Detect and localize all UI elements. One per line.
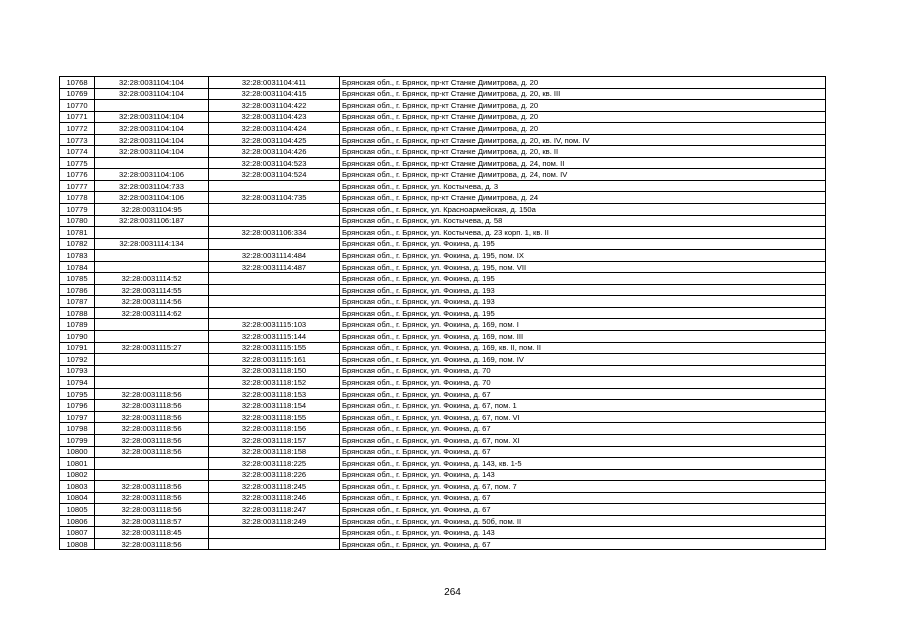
quarter-cadastral-cell [95, 319, 209, 331]
table-row [60, 307, 826, 319]
table-row [60, 88, 826, 100]
row-number-cell: 10797 [60, 411, 95, 423]
table-row [60, 446, 826, 458]
row-number-cell: 10786 [60, 284, 95, 296]
quarter-cadastral-cell: 32:28:0031114:62 [95, 307, 209, 319]
row-number-cell: 10779 [60, 204, 95, 216]
quarter-cadastral-cell [95, 227, 209, 239]
row-number-cell: 10770 [60, 100, 95, 112]
table-row [60, 527, 826, 539]
table-row [60, 319, 826, 331]
address-cell: Брянская обл., г. Брянск, ул. Красноармейская, д. 150а [340, 204, 826, 216]
quarter-cadastral-cell: 32:28:0031118:56 [95, 538, 209, 550]
quarter-cadastral-cell [95, 354, 209, 366]
quarter-cadastral-cell: 32:28:0031104:104 [95, 134, 209, 146]
row-number-cell: 10769 [60, 88, 95, 100]
object-cadastral-cell [209, 215, 340, 227]
address-cell: Брянская обл., г. Брянск, ул. Фокина, д. 193 [340, 296, 826, 308]
table-row [60, 423, 826, 435]
row-number-cell: 10800 [60, 446, 95, 458]
object-cadastral-cell: 32:28:0031104:735 [209, 192, 340, 204]
table-row [60, 157, 826, 169]
table-row [60, 227, 826, 239]
object-cadastral-cell: 32:28:0031104:524 [209, 169, 340, 181]
row-number-cell: 10777 [60, 180, 95, 192]
object-cadastral-cell: 32:28:0031106:334 [209, 227, 340, 239]
address-cell: Брянская обл., г. Брянск, ул. Фокина, д. 193 [340, 284, 826, 296]
address-cell: Брянская обл., г. Брянск, пр-кт Станке Димитрова, д. 20 [340, 111, 826, 123]
object-cadastral-cell: 32:28:0031118:158 [209, 446, 340, 458]
object-cadastral-cell: 32:28:0031118:156 [209, 423, 340, 435]
object-cadastral-cell: 32:28:0031104:415 [209, 88, 340, 100]
object-cadastral-cell: 32:28:0031104:425 [209, 134, 340, 146]
table-row [60, 123, 826, 135]
quarter-cadastral-cell [95, 377, 209, 389]
address-cell: Брянская обл., г. Брянск, ул. Фокина, д. 67 [340, 504, 826, 516]
table-row [60, 434, 826, 446]
table-row [60, 169, 826, 181]
row-number-cell: 10798 [60, 423, 95, 435]
table-row [60, 515, 826, 527]
quarter-cadastral-cell: 32:28:0031114:52 [95, 273, 209, 285]
quarter-cadastral-cell: 32:28:0031115:27 [95, 342, 209, 354]
address-cell: Брянская обл., г. Брянск, ул. Фокина, д. 67 [340, 538, 826, 550]
object-cadastral-cell: 32:28:0031118:152 [209, 377, 340, 389]
row-number-cell: 10768 [60, 77, 95, 89]
address-cell: Брянская обл., г. Брянск, пр-кт Станке Димитрова, д. 20, кв. III [340, 88, 826, 100]
row-number-cell: 10776 [60, 169, 95, 181]
object-cadastral-cell [209, 538, 340, 550]
quarter-cadastral-cell [95, 469, 209, 481]
address-cell: Брянская обл., г. Брянск, ул. Фокина, д. 195 [340, 307, 826, 319]
row-number-cell: 10796 [60, 400, 95, 412]
object-cadastral-cell: 32:28:0031118:249 [209, 515, 340, 527]
row-number-cell: 10806 [60, 515, 95, 527]
object-cadastral-cell: 32:28:0031118:247 [209, 504, 340, 516]
row-number-cell: 10784 [60, 261, 95, 273]
table-row [60, 273, 826, 285]
table-row [60, 180, 826, 192]
cadastral-table-body [60, 77, 826, 550]
address-cell: Брянская обл., г. Брянск, ул. Фокина, д. 70 [340, 377, 826, 389]
address-cell: Брянская обл., г. Брянск, пр-кт Станке Димитрова, д. 20 [340, 123, 826, 135]
object-cadastral-cell: 32:28:0031118:226 [209, 469, 340, 481]
address-cell: Брянская обл., г. Брянск, ул. Фокина, д. 67 [340, 446, 826, 458]
table-row [60, 504, 826, 516]
object-cadastral-cell: 32:28:0031104:411 [209, 77, 340, 89]
address-cell: Брянская обл., г. Брянск, ул. Фокина, д. 67, пом. 7 [340, 481, 826, 493]
address-cell: Брянская обл., г. Брянск, ул. Фокина, д. 195, пом. IX [340, 250, 826, 262]
address-cell: Брянская обл., г. Брянск, ул. Фокина, д. 67 [340, 492, 826, 504]
quarter-cadastral-cell: 32:28:0031104:104 [95, 77, 209, 89]
table-row [60, 481, 826, 493]
object-cadastral-cell [209, 307, 340, 319]
address-cell: Брянская обл., г. Брянск, ул. Фокина, д. 67 [340, 388, 826, 400]
object-cadastral-cell: 32:28:0031118:225 [209, 458, 340, 470]
quarter-cadastral-cell: 32:28:0031104:95 [95, 204, 209, 216]
quarter-cadastral-cell: 32:28:0031104:104 [95, 146, 209, 158]
row-number-cell: 10789 [60, 319, 95, 331]
object-cadastral-cell [209, 296, 340, 308]
object-cadastral-cell: 32:28:0031115:144 [209, 331, 340, 343]
row-number-cell: 10778 [60, 192, 95, 204]
address-cell: Брянская обл., г. Брянск, ул. Фокина, д. 169, пом. III [340, 331, 826, 343]
table-row [60, 354, 826, 366]
address-cell: Брянская обл., г. Брянск, пр-кт Станке Димитрова, д. 20 [340, 100, 826, 112]
row-number-cell: 10803 [60, 481, 95, 493]
address-cell: Брянская обл., г. Брянск, пр-кт Станке Димитрова, д. 24, пом. II [340, 157, 826, 169]
address-cell: Брянская обл., г. Брянск, пр-кт Станке Димитрова, д. 20, кв. IV, пом. IV [340, 134, 826, 146]
quarter-cadastral-cell [95, 331, 209, 343]
table-row [60, 215, 826, 227]
address-cell: Брянская обл., г. Брянск, ул. Фокина, д. 143, кв. 1-5 [340, 458, 826, 470]
cadastral-table [59, 76, 826, 550]
row-number-cell: 10801 [60, 458, 95, 470]
address-cell: Брянская обл., г. Брянск, ул. Фокина, д. 67, пом. XI [340, 434, 826, 446]
quarter-cadastral-cell: 32:28:0031104:733 [95, 180, 209, 192]
row-number-cell: 10805 [60, 504, 95, 516]
quarter-cadastral-cell: 32:28:0031118:56 [95, 434, 209, 446]
table-row [60, 238, 826, 250]
address-cell: Брянская обл., г. Брянск, ул. Фокина, д. 70 [340, 365, 826, 377]
address-cell: Брянская обл., г. Брянск, ул. Фокина, д. 195 [340, 273, 826, 285]
address-cell: Брянская обл., г. Брянск, ул. Костычева, д. 23 корп. 1, кв. II [340, 227, 826, 239]
table-row [60, 146, 826, 158]
table-row [60, 134, 826, 146]
row-number-cell: 10772 [60, 123, 95, 135]
quarter-cadastral-cell: 32:28:0031104:106 [95, 169, 209, 181]
table-row [60, 100, 826, 112]
address-cell: Брянская обл., г. Брянск, пр-кт Станке Димитрова, д. 24 [340, 192, 826, 204]
table-row [60, 492, 826, 504]
object-cadastral-cell: 32:28:0031114:484 [209, 250, 340, 262]
table-row [60, 365, 826, 377]
object-cadastral-cell: 32:28:0031104:426 [209, 146, 340, 158]
object-cadastral-cell: 32:28:0031115:155 [209, 342, 340, 354]
table-row [60, 342, 826, 354]
quarter-cadastral-cell: 32:28:0031118:45 [95, 527, 209, 539]
address-cell: Брянская обл., г. Брянск, ул. Фокина, д. 169, пом. I [340, 319, 826, 331]
object-cadastral-cell: 32:28:0031118:154 [209, 400, 340, 412]
quarter-cadastral-cell: 32:28:0031118:56 [95, 481, 209, 493]
object-cadastral-cell [209, 180, 340, 192]
quarter-cadastral-cell: 32:28:0031118:57 [95, 515, 209, 527]
table-row [60, 400, 826, 412]
table-row [60, 250, 826, 262]
table-row [60, 458, 826, 470]
quarter-cadastral-cell: 32:28:0031118:56 [95, 492, 209, 504]
object-cadastral-cell: 32:28:0031118:245 [209, 481, 340, 493]
address-cell: Брянская обл., г. Брянск, ул. Фокина, д. 67, пом. 1 [340, 400, 826, 412]
quarter-cadastral-cell: 32:28:0031106:187 [95, 215, 209, 227]
table-row [60, 192, 826, 204]
row-number-cell: 10787 [60, 296, 95, 308]
object-cadastral-cell: 32:28:0031104:422 [209, 100, 340, 112]
object-cadastral-cell: 32:28:0031118:246 [209, 492, 340, 504]
row-number-cell: 10807 [60, 527, 95, 539]
row-number-cell: 10788 [60, 307, 95, 319]
address-cell: Брянская обл., г. Брянск, ул. Фокина, д. 143 [340, 527, 826, 539]
object-cadastral-cell: 32:28:0031118:153 [209, 388, 340, 400]
row-number-cell: 10783 [60, 250, 95, 262]
row-number-cell: 10781 [60, 227, 95, 239]
row-number-cell: 10790 [60, 331, 95, 343]
row-number-cell: 10782 [60, 238, 95, 250]
table-row [60, 284, 826, 296]
row-number-cell: 10792 [60, 354, 95, 366]
row-number-cell: 10771 [60, 111, 95, 123]
quarter-cadastral-cell [95, 365, 209, 377]
row-number-cell: 10793 [60, 365, 95, 377]
quarter-cadastral-cell: 32:28:0031118:56 [95, 504, 209, 516]
quarter-cadastral-cell: 32:28:0031104:104 [95, 111, 209, 123]
table-row [60, 296, 826, 308]
object-cadastral-cell: 32:28:0031115:103 [209, 319, 340, 331]
table-row [60, 261, 826, 273]
quarter-cadastral-cell [95, 100, 209, 112]
quarter-cadastral-cell: 32:28:0031104:104 [95, 88, 209, 100]
row-number-cell: 10802 [60, 469, 95, 481]
quarter-cadastral-cell [95, 458, 209, 470]
quarter-cadastral-cell [95, 250, 209, 262]
row-number-cell: 10799 [60, 434, 95, 446]
address-cell: Брянская обл., г. Брянск, ул. Фокина, д. 67, пом. VI [340, 411, 826, 423]
object-cadastral-cell: 32:28:0031104:424 [209, 123, 340, 135]
row-number-cell: 10785 [60, 273, 95, 285]
quarter-cadastral-cell: 32:28:0031114:56 [95, 296, 209, 308]
quarter-cadastral-cell [95, 261, 209, 273]
object-cadastral-cell: 32:28:0031104:423 [209, 111, 340, 123]
object-cadastral-cell [209, 527, 340, 539]
quarter-cadastral-cell: 32:28:0031104:106 [95, 192, 209, 204]
row-number-cell: 10773 [60, 134, 95, 146]
address-cell: Брянская обл., г. Брянск, ул. Фокина, д. 169, кв. II, пом. II [340, 342, 826, 354]
object-cadastral-cell [209, 204, 340, 216]
address-cell: Брянская обл., г. Брянск, ул. Фокина, д. 143 [340, 469, 826, 481]
object-cadastral-cell [209, 273, 340, 285]
row-number-cell: 10795 [60, 388, 95, 400]
object-cadastral-cell: 32:28:0031118:157 [209, 434, 340, 446]
address-cell: Брянская обл., г. Брянск, ул. Костычева, д. 3 [340, 180, 826, 192]
row-number-cell: 10808 [60, 538, 95, 550]
table-row [60, 204, 826, 216]
object-cadastral-cell: 32:28:0031104:523 [209, 157, 340, 169]
address-cell: Брянская обл., г. Брянск, пр-кт Станке Димитрова, д. 20, кв. II [340, 146, 826, 158]
address-cell: Брянская обл., г. Брянск, пр-кт Станке Димитрова, д. 24, пом. IV [340, 169, 826, 181]
row-number-cell: 10780 [60, 215, 95, 227]
address-cell: Брянская обл., г. Брянск, ул. Костычева, д. 58 [340, 215, 826, 227]
table-row [60, 411, 826, 423]
address-cell: Брянская обл., г. Брянск, ул. Фокина, д. 169, пом. IV [340, 354, 826, 366]
quarter-cadastral-cell: 32:28:0031118:56 [95, 388, 209, 400]
object-cadastral-cell: 32:28:0031118:150 [209, 365, 340, 377]
address-cell: Брянская обл., г. Брянск, пр-кт Станке Димитрова, д. 20 [340, 77, 826, 89]
address-cell: Брянская обл., г. Брянск, ул. Фокина, д. 195, пом. VII [340, 261, 826, 273]
table-row [60, 377, 826, 389]
quarter-cadastral-cell: 32:28:0031104:104 [95, 123, 209, 135]
table-row [60, 331, 826, 343]
quarter-cadastral-cell: 32:28:0031118:56 [95, 400, 209, 412]
object-cadastral-cell: 32:28:0031118:155 [209, 411, 340, 423]
quarter-cadastral-cell: 32:28:0031114:134 [95, 238, 209, 250]
row-number-cell: 10775 [60, 157, 95, 169]
address-cell: Брянская обл., г. Брянск, ул. Фокина, д. 50б, пом. II [340, 515, 826, 527]
row-number-cell: 10804 [60, 492, 95, 504]
object-cadastral-cell [209, 238, 340, 250]
table-row [60, 538, 826, 550]
quarter-cadastral-cell: 32:28:0031118:56 [95, 446, 209, 458]
row-number-cell: 10794 [60, 377, 95, 389]
address-cell: Брянская обл., г. Брянск, ул. Фокина, д. 195 [340, 238, 826, 250]
row-number-cell: 10774 [60, 146, 95, 158]
row-number-cell: 10791 [60, 342, 95, 354]
quarter-cadastral-cell: 32:28:0031118:56 [95, 423, 209, 435]
table-row [60, 469, 826, 481]
table-row [60, 111, 826, 123]
object-cadastral-cell [209, 284, 340, 296]
object-cadastral-cell: 32:28:0031115:161 [209, 354, 340, 366]
quarter-cadastral-cell: 32:28:0031114:55 [95, 284, 209, 296]
table-row [60, 388, 826, 400]
quarter-cadastral-cell: 32:28:0031118:56 [95, 411, 209, 423]
address-cell: Брянская обл., г. Брянск, ул. Фокина, д. 67 [340, 423, 826, 435]
quarter-cadastral-cell [95, 157, 209, 169]
object-cadastral-cell: 32:28:0031114:487 [209, 261, 340, 273]
table-row [60, 77, 826, 89]
page-number: 264 [444, 587, 461, 598]
